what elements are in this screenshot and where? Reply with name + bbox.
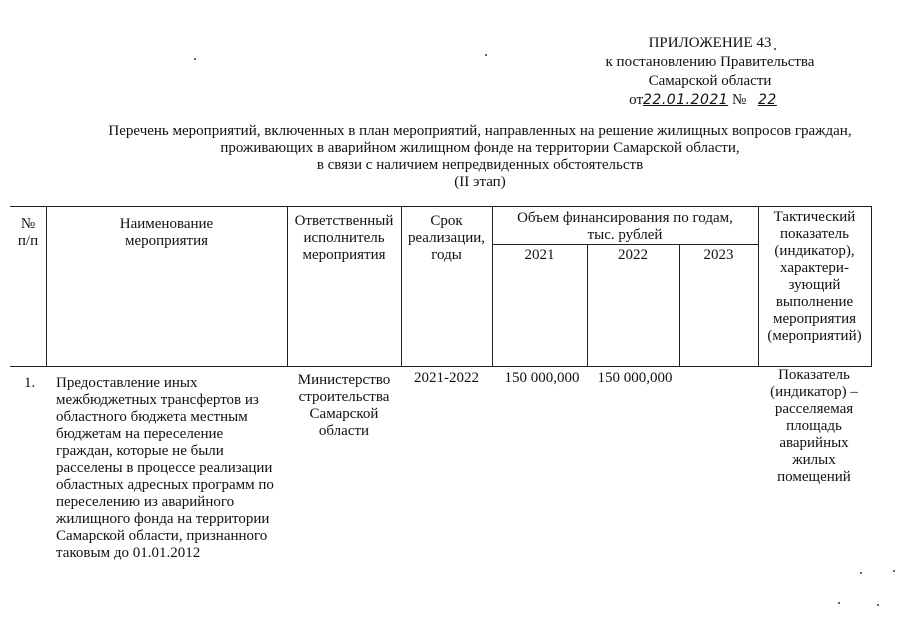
scan-speck bbox=[893, 570, 895, 572]
header-period-line-3: годы bbox=[431, 247, 462, 263]
row-name-line: межбюджетных трансфертов из bbox=[56, 392, 259, 408]
row-num: 1. bbox=[24, 375, 36, 391]
header-year-2021: 2021 bbox=[524, 247, 555, 263]
row-name-line: расселены в процессе реализации bbox=[56, 460, 273, 476]
header-indicator-line-3: (индикатор), bbox=[774, 243, 855, 259]
row-executor-line: области bbox=[318, 423, 370, 439]
appendix-header bbox=[560, 34, 860, 110]
header-name-line-2: мероприятия bbox=[124, 233, 209, 249]
row-name-line: таковым до 01.01.2012 bbox=[56, 545, 201, 561]
row-indicator-line: жилых bbox=[792, 452, 836, 468]
appendix-line-1: к постановлению Правительства bbox=[605, 54, 815, 70]
scan-speck bbox=[877, 604, 879, 606]
header-indicator-line-4: характери- bbox=[780, 260, 849, 276]
header-indicator-line-6: выполнение bbox=[775, 294, 854, 310]
row-name-line: граждан, которые не были bbox=[56, 443, 224, 459]
table-top-border bbox=[10, 206, 872, 207]
header-executor-line-2: исполнитель bbox=[303, 230, 385, 246]
document-title bbox=[60, 123, 900, 191]
row-indicator-line: Показатель bbox=[778, 367, 850, 383]
title-line-4: (II этап) bbox=[454, 174, 506, 190]
row-indicator-line: расселяемая bbox=[774, 401, 854, 417]
scan-speck bbox=[194, 58, 196, 60]
header-funding bbox=[492, 210, 758, 244]
row-indicator-line: аварийных bbox=[779, 435, 849, 451]
row-name-line: областного бюджета местным bbox=[56, 409, 248, 425]
row-name-line: бюджетам на переселение bbox=[56, 426, 224, 442]
header-funding-line-2: тыс. рублей bbox=[587, 227, 663, 243]
header-period bbox=[401, 213, 492, 264]
appendix-date-line bbox=[560, 91, 860, 110]
row-indicator-line: (индикатор) – bbox=[770, 384, 858, 400]
appendix-title: ПРИЛОЖЕНИЕ 43 bbox=[648, 35, 772, 51]
header-funding-line-1: Объем финансирования по годам, bbox=[517, 210, 733, 226]
number-prefix: № bbox=[731, 92, 747, 108]
row-executor bbox=[287, 372, 401, 440]
title-line-3: в связи с наличием непредвиденных обстоятельств bbox=[316, 157, 644, 173]
row-executor-line: строительства bbox=[298, 389, 390, 405]
row-name-line: жилищного фонда на территории bbox=[56, 511, 270, 527]
header-indicator bbox=[758, 209, 871, 345]
scan-speck bbox=[838, 602, 840, 604]
header-year-2022: 2022 bbox=[618, 247, 648, 263]
header-period-line-1: Срок bbox=[430, 213, 463, 229]
header-name-line-1: Наименование bbox=[119, 216, 214, 232]
header-bottom-border bbox=[10, 366, 872, 367]
row-indicator-line: помещений bbox=[777, 469, 851, 485]
header-executor-line-1: Ответственный bbox=[294, 213, 394, 229]
header-year-2023: 2023 bbox=[703, 247, 734, 263]
col-divider-8 bbox=[871, 206, 872, 366]
date-value: 22.01.2021 bbox=[643, 92, 729, 108]
row-name-line: Самарской области, признанного bbox=[56, 528, 268, 544]
row-indicator bbox=[752, 367, 876, 486]
scan-speck bbox=[485, 54, 487, 56]
header-num bbox=[10, 216, 46, 250]
header-num-line-1: № bbox=[20, 216, 36, 232]
row-funding-2022: 150 000,000 bbox=[597, 370, 673, 386]
header-indicator-line-7: мероприятия bbox=[772, 311, 857, 327]
scan-speck bbox=[774, 48, 776, 50]
header-num-line-2: п/п bbox=[17, 233, 39, 249]
header-indicator-line-5: зующий bbox=[788, 277, 841, 293]
header-name bbox=[46, 216, 287, 250]
row-executor-line: Министерство bbox=[297, 372, 391, 388]
title-line-1: Перечень мероприятий, включенных в план мероприятий, направленных на решение жилищных вопросов граждан, bbox=[108, 123, 852, 139]
row-executor-line: Самарской bbox=[309, 406, 379, 422]
date-prefix: от bbox=[629, 92, 644, 108]
row-name-line: областных адресных программ по bbox=[56, 477, 274, 493]
header-period-line-2: реализации, bbox=[407, 230, 486, 246]
row-name bbox=[56, 375, 288, 562]
row-funding-2021: 150 000,000 bbox=[504, 370, 580, 386]
row-period: 2021-2022 bbox=[414, 370, 479, 386]
number-value: 22 bbox=[758, 92, 777, 108]
row-name-line: переселению из аварийного bbox=[56, 494, 235, 510]
row-indicator-line: площадь bbox=[786, 418, 842, 434]
title-line-2: проживающих в аварийном жилищном фонде на территории Самарской области, bbox=[220, 140, 740, 156]
header-executor bbox=[287, 213, 401, 264]
header-indicator-line-2: показатель bbox=[780, 226, 849, 242]
header-indicator-line-1: Тактический bbox=[773, 209, 856, 225]
row-name-line: Предоставление иных bbox=[56, 375, 198, 391]
funding-divider bbox=[492, 244, 758, 245]
appendix-line-2: Самарской области bbox=[648, 73, 772, 89]
header-executor-line-3: мероприятия bbox=[302, 247, 386, 263]
scan-speck bbox=[860, 572, 862, 574]
header-indicator-line-8: (мероприятий) bbox=[767, 328, 862, 344]
